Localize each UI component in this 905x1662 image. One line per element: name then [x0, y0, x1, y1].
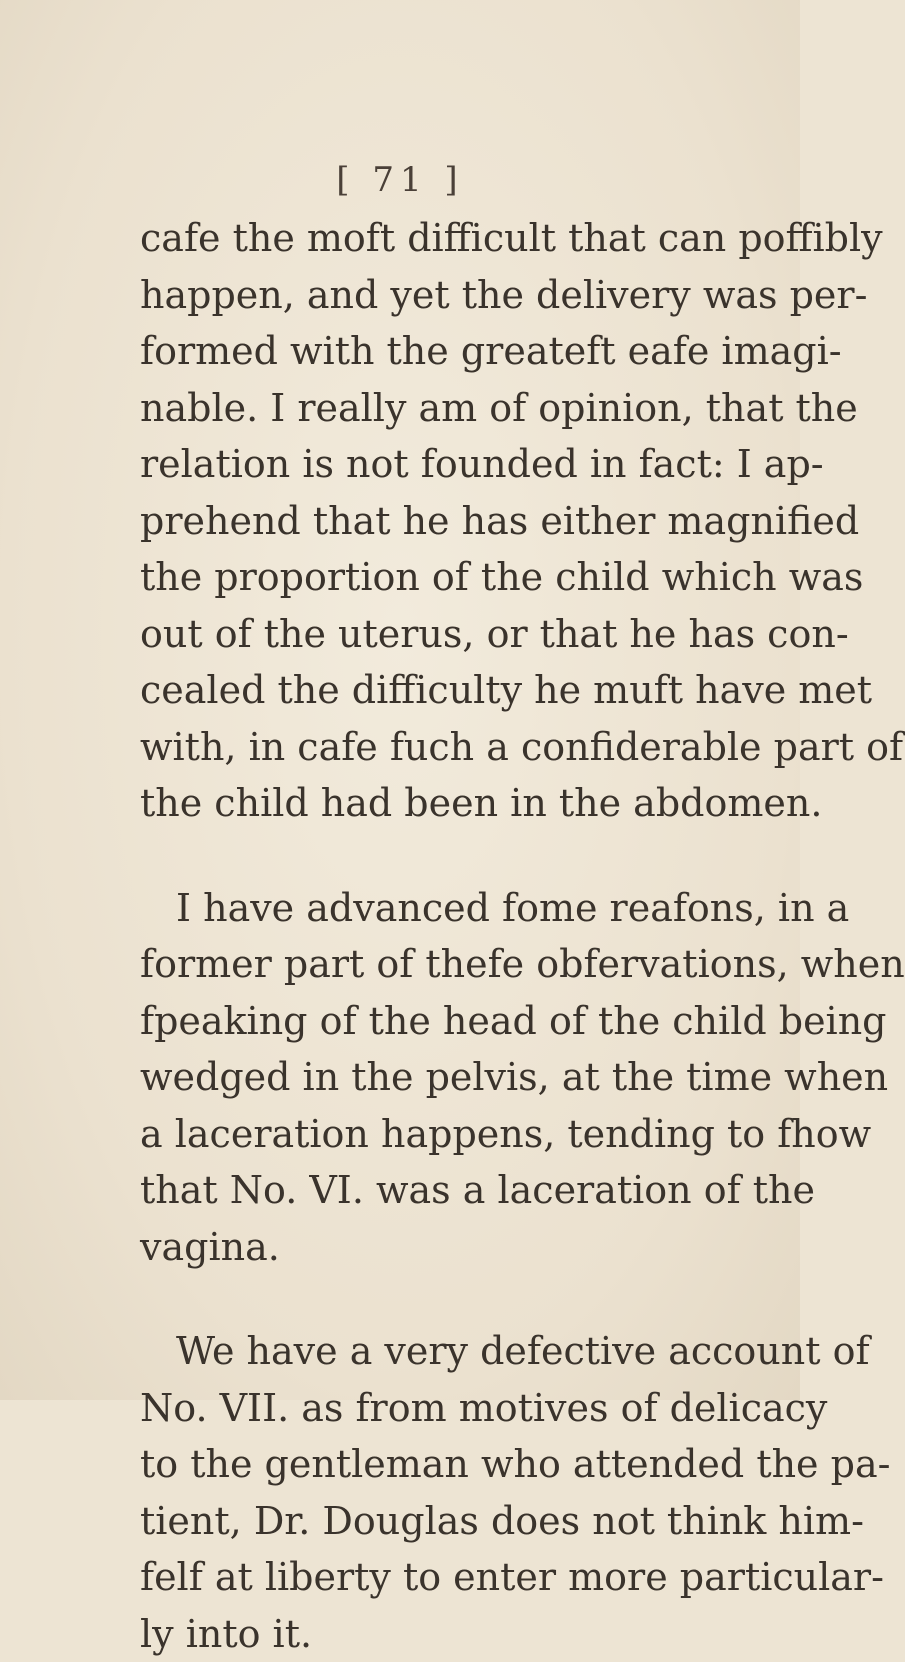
text-line: a laceration happens, tending to fhow	[140, 1106, 740, 1163]
text-line: wedged in the pelvis, at the time when	[140, 1049, 740, 1106]
text-line: No. VII. as from motives of delicacy	[140, 1380, 740, 1437]
text-line: prehend that he has either magnified	[140, 493, 740, 550]
page-number: [ 71 ]	[0, 160, 800, 200]
text-line: that No. VI. was a laceration of the	[140, 1162, 740, 1219]
text-line: cafe the moft difficult that can poffibly	[140, 210, 740, 267]
text-line: relation is not founded in fact: I ap-	[140, 436, 740, 493]
text-line: the proportion of the child which was	[140, 549, 740, 606]
text-line: with, in cafe fuch a confiderable part of	[140, 719, 740, 776]
text-line: happen, and yet the delivery was per-	[140, 267, 740, 324]
text-line: former part of thefe obfervations, when	[140, 936, 740, 993]
text-line: cealed the difficulty he muft have met	[140, 662, 740, 719]
text-line: out of the uterus, or that he has con-	[140, 606, 740, 663]
text-line: tient, Dr. Douglas does not think him-	[140, 1493, 740, 1550]
text-line: We have a very defective account of	[140, 1323, 740, 1380]
text-line: formed with the greateft eafe imagi-	[140, 323, 740, 380]
body-text	[140, 210, 740, 1662]
text-line: nable. I really am of opinion, that the	[140, 380, 740, 437]
text-line: ly into it.	[140, 1606, 740, 1662]
text-line: fpeaking of the head of the child being	[140, 993, 740, 1050]
paragraph-1	[140, 210, 740, 832]
text-line: vagina.	[140, 1219, 740, 1276]
paragraph-2	[140, 880, 740, 1276]
text-line: to the gentleman who attended the pa-	[140, 1436, 740, 1493]
text-line: felf at liberty to enter more particular-	[140, 1549, 740, 1606]
text-line: the child had been in the abdomen.	[140, 775, 740, 832]
text-line: I have advanced fome reafons, in a	[140, 880, 740, 937]
paragraph-3	[140, 1323, 740, 1662]
